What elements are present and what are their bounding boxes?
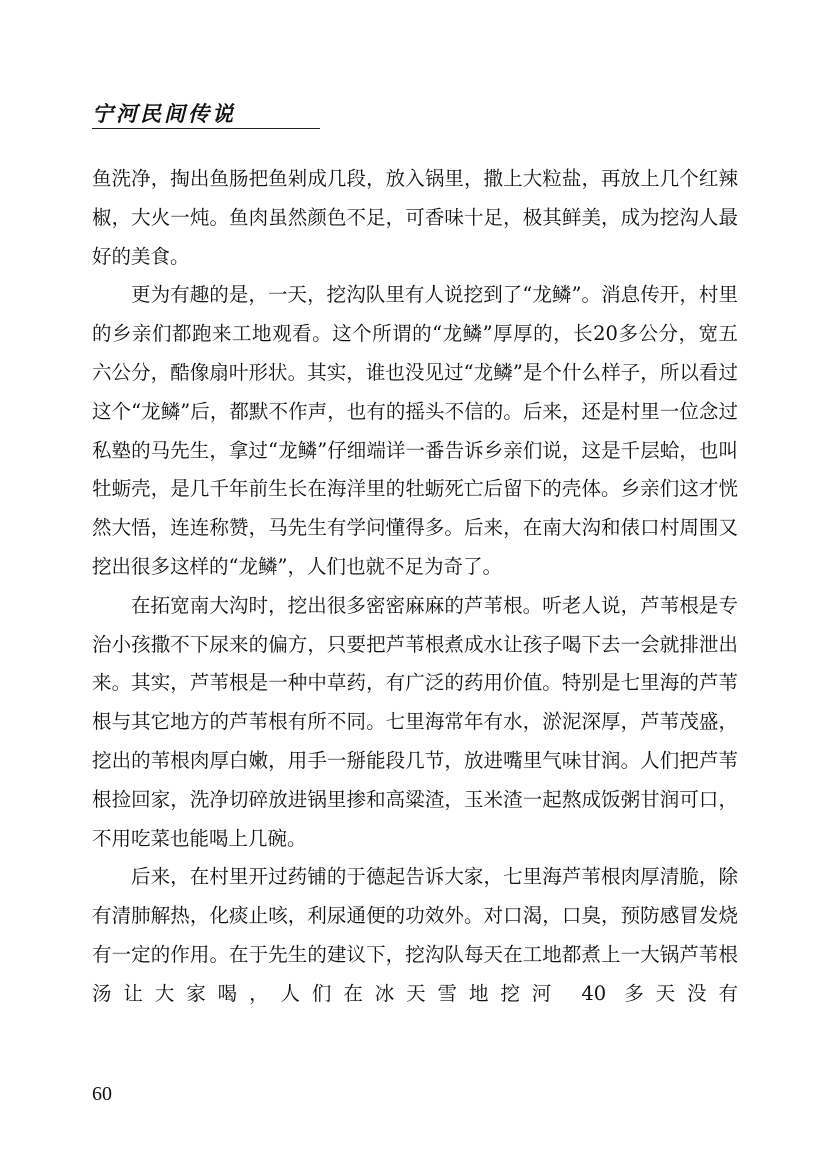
paragraph-4: 后来，在村里开过药铺的于德起告诉大家，七里海芦苇根肉厚清脆，除有清肺解热，化痰止咳，利尿通便的功效外。对口渴，口臭，预防感冒发烧有一定的作用。在于先生的建议下，挖沟队每天在工地都煮上一大锅芦苇根汤让大家喝，人们在冰天雪地挖河 40 多天没有 <box>92 865 738 1005</box>
paragraph-2: 更为有趣的是，一天，挖沟队里有人说挖到了“龙鳞”。消息传开，村里的乡亲们都跑来工地观看。这个所谓的“龙鳞”厚厚的，长20多公分，宽五六公分，酷像扇叶形状。其实，谁也没见过“龙鳞”是个什么样子，所以看过这个“龙鳞”后，都默不作声，也有的摇头不信的。后来，还是村里一位念过私塾的马先生，拿过“龙鳞”仔细端详一番告诉乡亲们说，这是千层蛤，也叫牡蛎壳，是几千年前生长在海洋里的牡蛎死亡后留下的壳体。乡亲们这才恍然大悟，连连称赞，马先生有学问懂得多。后来，在南大沟和俵口村周围又挖出很多这样的“龙鳞”，人们也就不足为奇了。 <box>92 283 738 578</box>
page-number: 60 <box>92 1083 112 1105</box>
body-text <box>92 160 738 1014</box>
header-rule <box>92 128 320 129</box>
paragraph-1: 鱼洗净，掏出鱼肠把鱼剁成几段，放入锅里，撒上大粒盐，再放上几个红辣椒，大火一炖。鱼肉虽然颜色不足，可香味十足，极其鲜美，成为挖沟人最好的美食。 <box>92 167 738 268</box>
paragraph-3: 在拓宽南大沟时，挖出很多密密麻麻的芦苇根。听老人说，芦苇根是专治小孩撒不下尿来的偏方，只要把芦苇根煮成水让孩子喝下去一会就排泄出来。其实，芦苇根是一种中草药，有广泛的药用价值。特别是七里海的芦苇根与其它地方的芦苇根有所不同。七里海常年有水，淤泥深厚，芦苇茂盛，挖出的苇根肉厚白嫩，用手一掰能段几节，放进嘴里气味甘润。人们把芦苇根捡回家，洗净切碎放进锅里掺和高粱渣，玉米渣一起熬成饭粥甘润可口，不用吃菜也能喝上几碗。 <box>92 593 738 850</box>
running-header <box>92 100 320 129</box>
book-title: 宁河民间传说 <box>92 101 236 126</box>
